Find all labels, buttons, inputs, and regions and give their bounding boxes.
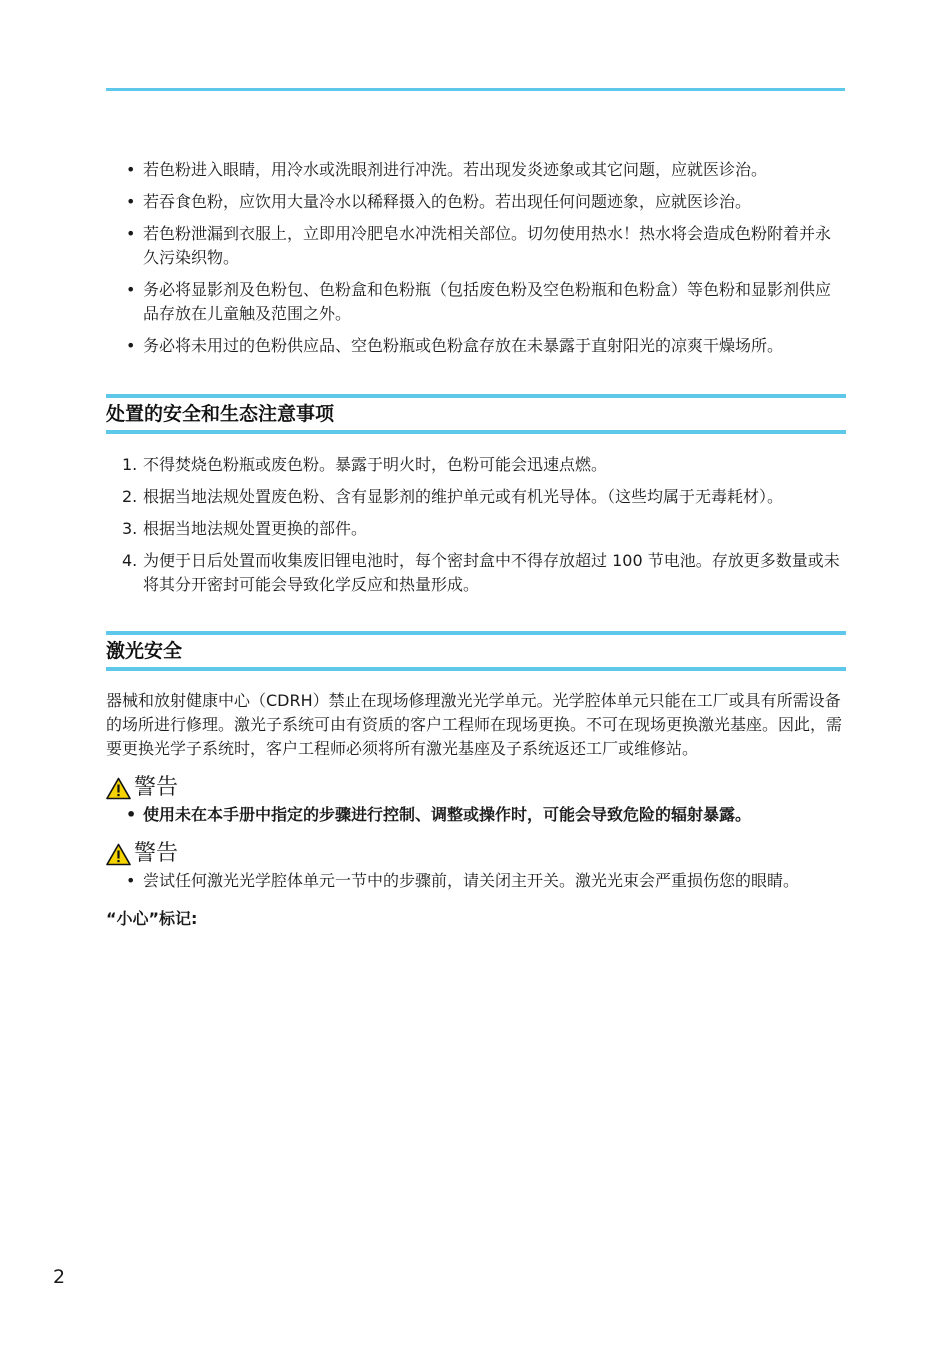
caution-label: “小心”标记: [106, 909, 198, 928]
warning-triangle-icon [106, 777, 131, 800]
list-item: • 务必将显影剂及色粉包、色粉盒和色粉瓶（包括废色粉及空色粉瓶和色粉盒）等色粉和显影剂供应品存放在儿童触及范围之外。 [106, 278, 846, 326]
step-text: 不得焚烧色粉瓶或废色粉。暴露于明火时，色粉可能会迅速点燃。 [143, 455, 608, 474]
laser-paragraph: 器械和放射健康中心（CDRH）禁止在现场修理激光光学单元。光学腔体单元只能在工厂或具有所需设备的场所进行修理。激光子系统可由有资质的客户工程师在现场更换。不可在现场更换激光基座。因此，需要更换光学子系统时，客户工程师必须将所有激光基座及子系统返还工厂或维修站。 [106, 691, 843, 758]
warning-title-text: 警告 [134, 775, 179, 800]
warning-list [106, 869, 846, 893]
list-item [106, 485, 846, 509]
list-item: • 尝试任何激光光学腔体单元一节中的步骤前，请关闭主开关。激光光束会严重损伤您的眼睛。 [106, 869, 846, 893]
section-heading-laser: 激光安全 [106, 631, 846, 671]
page-content [106, 158, 846, 931]
warning-triangle-icon [106, 843, 131, 866]
list-item [106, 549, 846, 597]
step-number: 1. [122, 455, 138, 474]
top-rule [106, 88, 845, 91]
list-item: • 若色粉进入眼睛，用冷水或洗眼剂进行冲洗。若出现发炎迹象或其它问题，应就医诊治。 [106, 158, 846, 182]
step-number: 4. [122, 551, 138, 570]
warning-list [106, 803, 846, 827]
warning-title [106, 839, 846, 869]
list-item: • 若吞食色粉，应饮用大量冷水以稀释摄入的色粉。若出现任何问题迹象，应就医诊治。 [106, 190, 846, 214]
section-heading-disposal: 处置的安全和生态注意事项 [106, 394, 846, 434]
toner-bullet-list [106, 158, 846, 358]
step-text: 根据当地法规处置废色粉、含有显影剂的维护单元或有机光导体。（这些均属于无毒耗材）。 [143, 487, 784, 506]
list-item: • 务必将未用过的色粉供应品、空色粉瓶或色粉盒存放在未暴露于直射阳光的凉爽干燥场所。 [106, 334, 846, 358]
disposal-step-list [106, 453, 846, 597]
warning-title-text: 警告 [134, 841, 179, 866]
page-number: 2 [53, 1266, 66, 1288]
list-item [106, 453, 846, 477]
step-text: 根据当地法规处置更换的部件。 [143, 519, 368, 538]
step-text: 为便于日后处置而收集废旧锂电池时，每个密封盒中不得存放超过 100 节电池。存放更多数量或未将其分开密封可能会导致化学反应和热量形成。 [143, 551, 840, 594]
step-number: 2. [122, 487, 138, 506]
list-item: • 若色粉泄漏到衣服上，立即用冷肥皂水冲洗相关部位。切勿使用热水！热水将会造成色粉附着并永久污染织物。 [106, 222, 846, 270]
list-item [106, 517, 846, 541]
step-number: 3. [122, 519, 138, 538]
warning-title [106, 773, 846, 803]
list-item: • 使用未在本手册中指定的步骤进行控制、调整或操作时，可能会导致危险的辐射暴露。 [106, 803, 846, 827]
